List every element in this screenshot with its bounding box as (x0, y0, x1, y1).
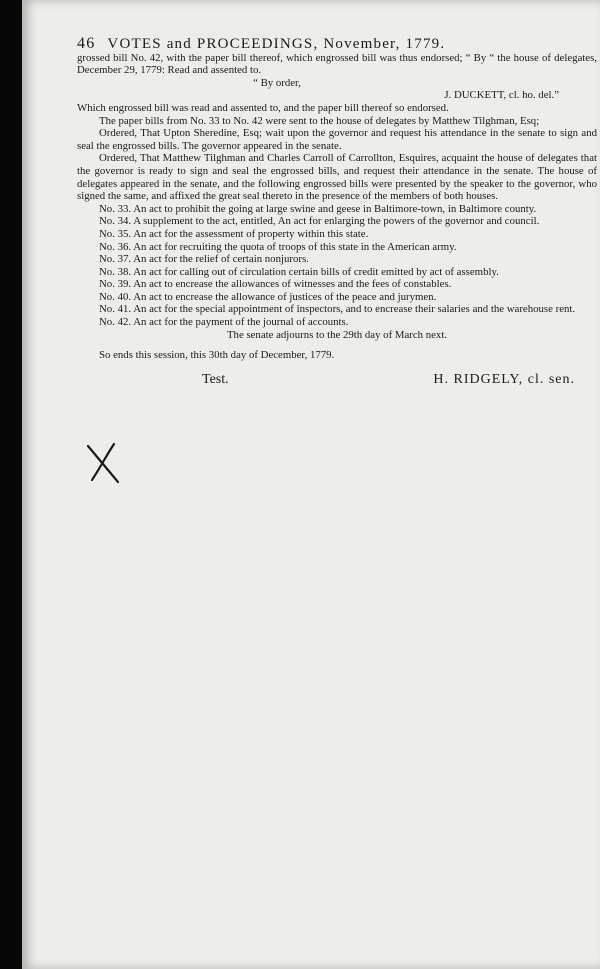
paragraph: No. 35. An act for the assessment of property within this state. (99, 227, 369, 240)
paragraph: J. DUCKETT, cl. ho. del.” (444, 89, 559, 102)
paragraph: The senate adjourns to the 29th day of March next. (226, 328, 448, 341)
paragraph: “ By order, (253, 76, 301, 89)
document-page (77, 35, 597, 387)
paragraph: No. 38. An act for calling out of circulation certain bills of credit emitted by act of assembly. (99, 265, 499, 278)
paragraph: No. 33. An act to prohibit the going at large swine and geese in Baltimore-town, in Baltimore county. (99, 202, 537, 215)
paragraph: No. 42. An act for the payment of the journal of accounts. (99, 316, 349, 329)
paragraph: The paper bills from No. 33 to No. 42 were sent to the house of delegates by Matthew Tilghman, Esq; (99, 114, 540, 127)
paragraph: No. 36. An act for recruiting the quota of troops of this state in the American army. (99, 240, 457, 253)
page-title: VOTES and PROCEEDINGS, November, 1779. (107, 36, 446, 52)
clerk-signature: H. RIDGELY, cl. sen. (433, 371, 575, 387)
paragraph: Ordered, That Matthew Tilghman and Charles Carroll of Carrollton, Esquires, acquaint the house of delegates that the governor is ready to sign and seal the engrossed bills, and request their attendance in the senate. The house of delegates appeared in the senate, and the following engrossed bills were presented by the speaker to the governor, who signed the same, and affixed the great seal thereto in the presence of the members of both houses. (77, 152, 597, 203)
page-number: 46 (77, 35, 96, 52)
paragraph: Ordered, That Upton Sheredine, Esq; wait upon the governor and request his attendance in the senate to sign and seal the engrossed bills. The governor appeared in the senate. (77, 127, 597, 152)
paragraph: No. 40. An act to encrease the allowance of justices of the peace and jurymen. (99, 290, 437, 303)
paragraph: grossed bill No. 42, with the paper bill thereof, which engrossed bill was thus endorsed; “ By “ the house of delegates, December 29, 1779: Read and assented to. (77, 51, 597, 77)
paragraph: No. 37. An act for the relief of certain nonjurors. (99, 253, 309, 266)
paragraph: No. 34. A supplement to the act, entitled, An act for enlarging the powers of the governor and council. (99, 215, 540, 228)
handwritten-x-mark (84, 440, 124, 485)
paragraph: So ends this session, this 30th day of December, 1779. (99, 349, 335, 362)
paragraph: No. 41. An act for the special appointment of inspectors, and to encrease their salaries and the warehouse rent. (99, 303, 576, 316)
document-body (77, 52, 597, 362)
page-sheet (22, 0, 600, 969)
paragraph: Which engrossed bill was read and assented to, and the paper bill thereof so endorsed. (77, 101, 449, 114)
paragraph-gap (77, 341, 597, 349)
attest-label: Test. (202, 371, 229, 387)
running-header (77, 35, 597, 52)
signature-row (77, 371, 597, 387)
paragraph: No. 39. An act to encrease the allowances of witnesses and the fees of constables. (99, 278, 452, 291)
